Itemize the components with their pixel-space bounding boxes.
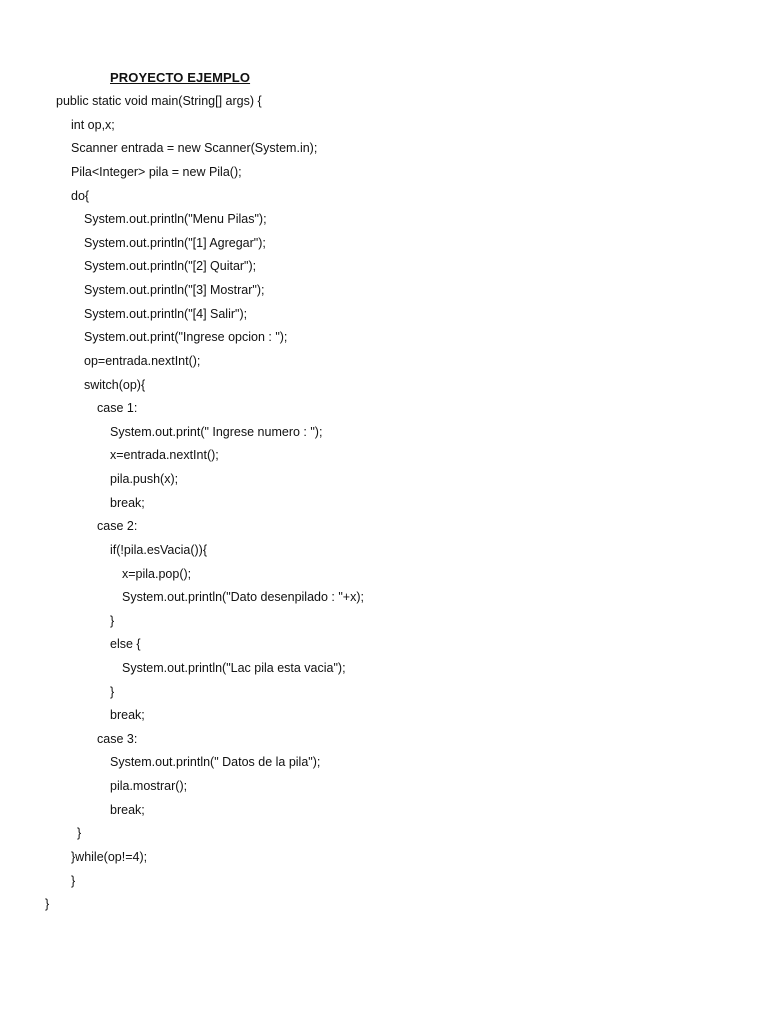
code-line-7: System.out.println("[1] Agregar");	[84, 236, 266, 250]
code-line-14: case 1:	[97, 401, 138, 415]
code-line-31: break;	[110, 803, 145, 817]
code-line-28: case 3:	[97, 732, 138, 746]
code-line-32: }	[77, 826, 82, 840]
code-line-22: System.out.println("Dato desenpilado : "+x);	[122, 590, 364, 604]
code-line-33: }while(op!=4);	[71, 850, 148, 864]
code-line-35: }	[45, 897, 50, 911]
code-line-2: int op,x;	[71, 118, 115, 132]
code-line-8: System.out.println("[2] Quitar");	[84, 259, 257, 273]
code-line-18: break;	[110, 496, 145, 510]
code-line-10: System.out.println("[4] Salir");	[84, 307, 248, 321]
code-line-17: pila.push(x);	[110, 472, 179, 486]
code-line-5: do{	[71, 189, 90, 203]
code-line-3: Scanner entrada = new Scanner(System.in);	[71, 141, 318, 155]
code-line-13: switch(op){	[84, 378, 146, 392]
code-line-12: op=entrada.nextInt();	[84, 354, 201, 368]
code-line-4: Pila<Integer> pila = new Pila();	[71, 165, 242, 179]
code-line-27: break;	[110, 708, 145, 722]
code-line-21: x=pila.pop();	[122, 567, 192, 581]
code-line-20: if(!pila.esVacia()){	[110, 543, 208, 557]
code-line-1: public static void main(String[] args) {	[56, 94, 262, 108]
code-line-23: }	[110, 614, 115, 628]
code-line-6: System.out.println("Menu Pilas");	[84, 212, 267, 226]
code-line-25: System.out.println("Lac pila esta vacia");	[122, 661, 346, 675]
code-line-9: System.out.println("[3] Mostrar");	[84, 283, 265, 297]
code-line-24: else {	[110, 637, 141, 651]
code-line-16: x=entrada.nextInt();	[110, 448, 219, 462]
code-line-11: System.out.print("Ingrese opcion : ");	[84, 330, 288, 344]
code-line-30: pila.mostrar();	[110, 779, 188, 793]
code-line-15: System.out.print(" Ingrese numero : ");	[110, 425, 323, 439]
document-title: PROYECTO EJEMPLO	[110, 70, 251, 85]
code-line-34: }	[71, 874, 76, 888]
code-line-29: System.out.println(" Datos de la pila");	[110, 755, 321, 769]
code-line-26: }	[110, 685, 115, 699]
code-line-19: case 2:	[97, 519, 138, 533]
